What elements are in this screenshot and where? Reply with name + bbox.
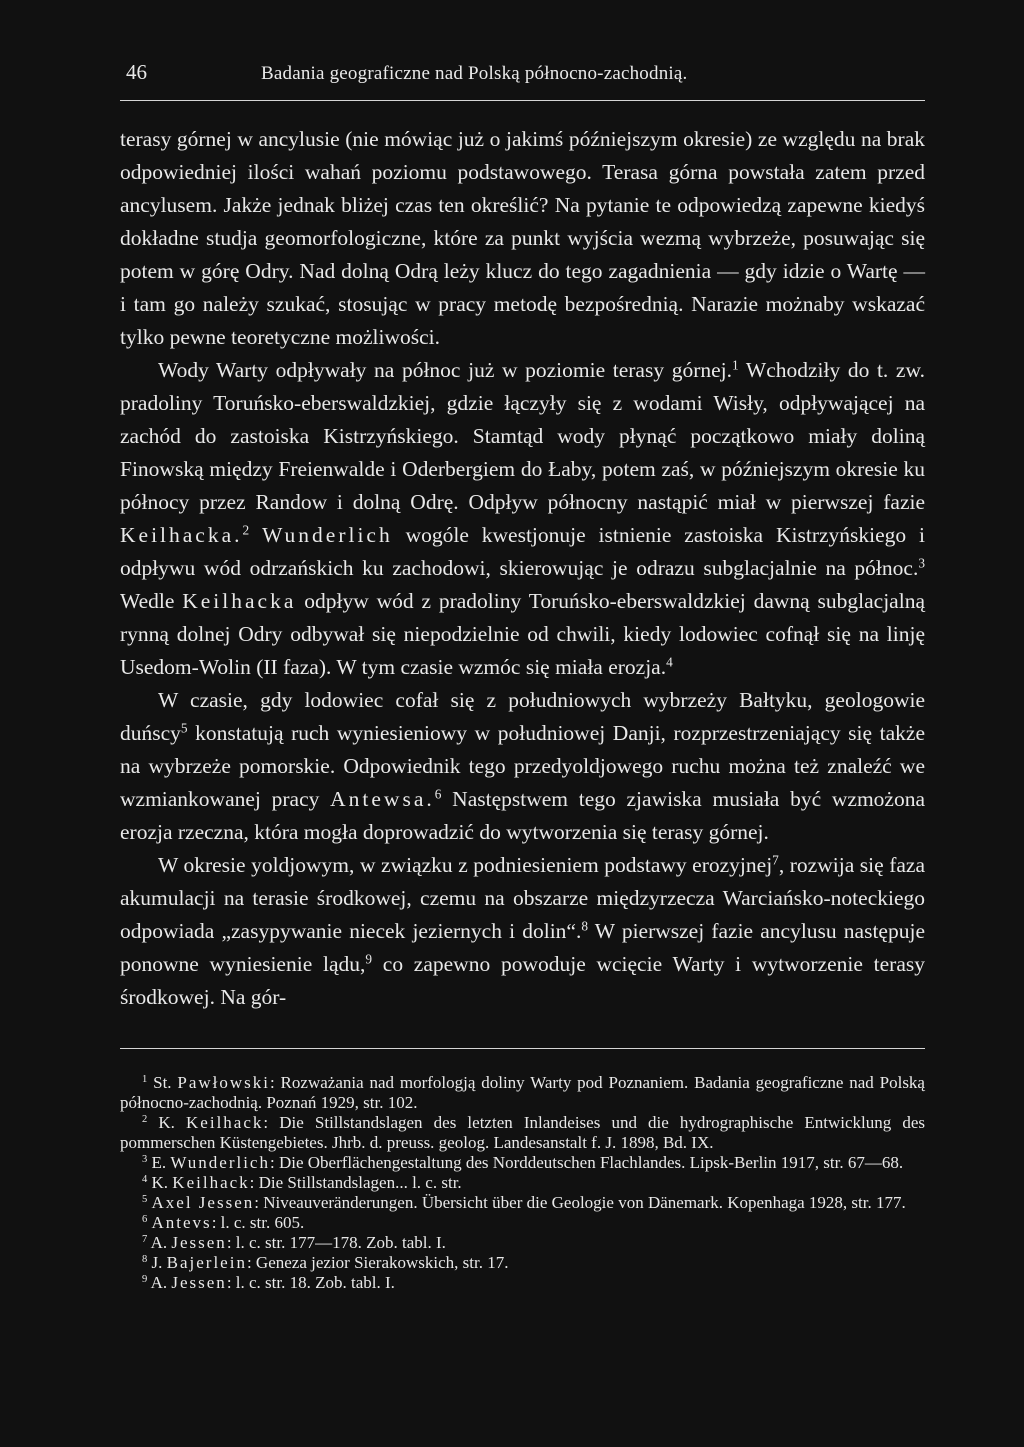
paragraph-2: Wody Warty odpływały na północ już w poziomie terasy górnej.$^1$ Wchodziły do t. zw. pradoliny Toruńsko-eberswaldzkiej, gdzie łączyły się z wodami Wisły, odpływającej na zachód do zastoiska Kistrzyńskiego. Stamtąd wody płynąć początkowo miały doliną Finowską między Freienwalde i Oderbergiem do Łaby, potem zaś, w późniejszym okresie ku północy przez Randow i dolną Odrę. Odpływ północny nastąpić miał w pierwszej fazie Keilhacka.$^2$ Wunderlich wogóle kwestjonuje istnienie zastoiska Kistrzyńskiego i odpływu wód odrzańskich ku zachodowi, skierowując je odrazu subglacjalnie na północ.$^3$ Wedle Keilhacka odpływ wód z pradoliny Toruńsko-eberswaldzkiej dawną subglacjalną rynną dolnej Odry odbywał się niepodzielnie od chwili, kiedy lodowiec cofnął się na linję Usedom-Wolin (II faza). W tym czasie wzmóc się miała erozja.$^4$ xyxy=(120,357,926,679)
footnote-ref-9[interactable]: 9 xyxy=(365,951,373,967)
footnote-ref-3[interactable]: 3 xyxy=(918,555,925,571)
footnote-author: Jessen xyxy=(171,1233,227,1252)
footnote: $^1$ St. Pawłowski: Rozważania nad morfologją doliny Warty pod Poznaniem. Badania geograficzne nad Polską północno-zachodnią. Poznań 1929, str. 102. xyxy=(120,1073,925,1112)
footnote-ref-6[interactable]: 6 xyxy=(434,786,442,802)
footnote-author: Jessen xyxy=(171,1273,227,1292)
footnote: $^4$ K. Keilhack: Die Stillstandslagen... l. c. str. xyxy=(142,1173,462,1192)
footnote: $^8$ J. Bajerlein: Geneza jezior Sierakowskich, str. 17. xyxy=(142,1253,509,1272)
footnote-author: Pawłowski xyxy=(177,1073,270,1092)
footnote-ref-2[interactable]: 2 xyxy=(242,522,250,538)
footnote-author: Keilhack xyxy=(186,1113,264,1132)
footnote-author: Antevs xyxy=(151,1213,212,1232)
footnote-ref-8[interactable]: 8 xyxy=(581,918,589,934)
author-name: Wunderlich xyxy=(262,523,393,547)
author-name: Keilhacka xyxy=(182,589,297,613)
footnote-author: Bajerlein xyxy=(166,1253,247,1272)
footnote-author: Wunderlich xyxy=(170,1153,270,1172)
author-name: Antewsa. xyxy=(330,787,435,811)
author-name: Keilhacka. xyxy=(120,523,243,547)
paragraph-1: terasy górnej w ancylusie (nie mówiąc już o jakimś późniejszym okresie) ze względu na brak odpowiedniej ilości wahań poziomu podstawowego. Terasa górna powstała zatem przed ancylusem. Jakże jednak bliżej czas ten określić? Na pytanie te odpowiedzą zapewne kiedyś dokładne studja geomorfologiczne, które za punkt wyjścia wezmą wybrzeże, posuwając się potem w górę Odry. Nad dolną Odrą leży klucz do tego zagadnienia — gdy idzie o Wartę — i tam go należy szukać, stosując w pracy metodę bezpośrednią. Narazie możnaby wskazać tylko pewne teoretyczne możliwości. xyxy=(120,127,925,349)
footnote-separator xyxy=(120,1048,925,1049)
footnotes xyxy=(120,1073,925,1293)
footnote: $^5$ Axel Jessen: Niveauveränderungen. Übersicht über die Geologie von Dänemark. Kopenhaga 1928, str. 177. xyxy=(142,1193,906,1212)
footnote: $^3$ E. Wunderlich: Die Oberflächengestaltung des Norddeutschen Flachlandes. Lipsk-Berlin 1917, str. 67—68. xyxy=(142,1153,904,1172)
footnote: $^9$ A. Jessen: l. c. str. 18. Zob. tabl. I. xyxy=(142,1273,395,1292)
footnote-ref-5[interactable]: 5 xyxy=(180,720,188,736)
footnote-author: Axel Jessen xyxy=(151,1193,255,1212)
paragraph-4: W okresie yoldjowym, w związku z podniesieniem podstawy erozyjnej$^7$, rozwija się faza akumulacji na terasie środkowej, czemu na obszarze międzyrzecza Warciańsko-noteckiego odpowiada „zasypywanie niecek jeziernych i dolin“.$^8$ W pierwszej fazie ancylusu następuje ponowne wyniesienie lądu,$^9$ co zapewno powoduje wcięcie Warty i wytworzenie terasy środkowej. Na gór- xyxy=(120,852,925,1009)
footnote-ref-4[interactable]: 4 xyxy=(666,654,673,670)
footnote: $^6$ Antevs: l. c. str. 605. xyxy=(142,1213,305,1232)
running-head xyxy=(120,60,925,101)
footnote-ref-7[interactable]: 7 xyxy=(772,852,779,868)
paragraph-3: W czasie, gdy lodowiec cofał się z południowych wybrzeży Bałtyku, geologowie duńscy$^5$ konstatują ruch wyniesieniowy w południowej Danji, rozprzestrzeniający się także na wybrzeże pomorskie. Odpowiednik tego przedyoldjowego ruchu można też znaleźć we wzmiankowanej pracy Antewsa.$^6$ Następstwem tego zjawiska musiała być wzmożona erozja rzeczna, która mogła doprowadzić do wytworzenia się terasy górnej. xyxy=(120,688,926,844)
footnote-ref-1[interactable]: 1 xyxy=(732,357,739,373)
footnote: $^7$ A. Jessen: l. c. str. 177—178. Zob. tabl. I. xyxy=(142,1233,446,1252)
footnote: $^2$ K. Keilhack: Die Stillstandslagen des letzten Inlandeises und die hydrographische Entwicklung des pommerschen Küstengebietes. Jhrb. d. preuss. geolog. Landesanstalt f. J. 1898, Bd. IX. xyxy=(120,1113,925,1152)
page-number: 46 xyxy=(126,60,147,84)
body-text xyxy=(120,123,925,1014)
footnote-author: Keilhack xyxy=(172,1173,250,1192)
running-title: Badania geograficzne nad Polską północno-zachodnią. xyxy=(261,63,688,84)
page xyxy=(120,60,925,1430)
